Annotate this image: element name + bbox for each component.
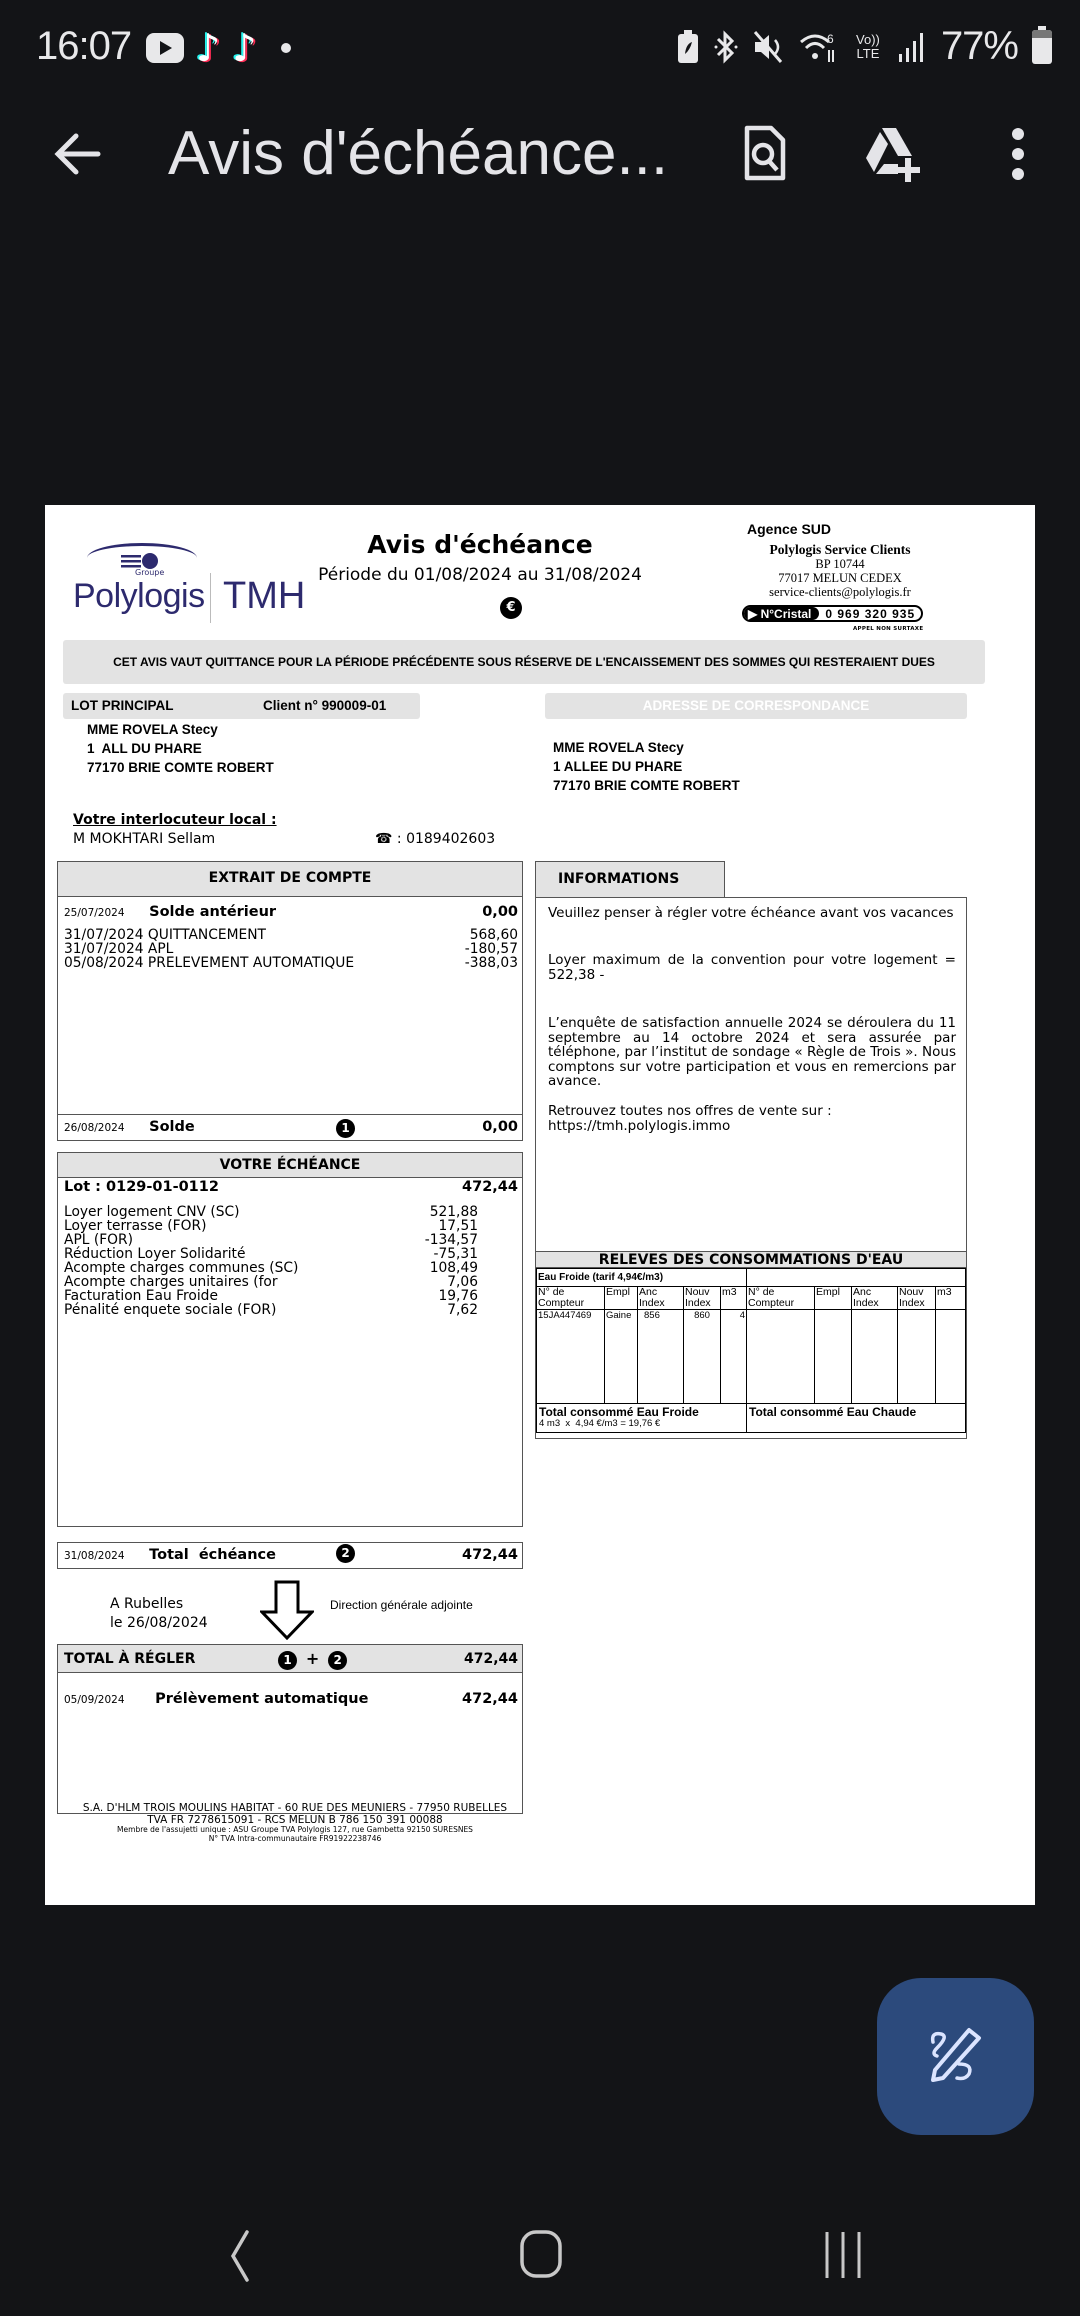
lot-row <box>64 1179 518 1195</box>
echeance-line: Réduction Loyer Solidarité -75,31 <box>64 1246 478 1262</box>
info-loyer-max: Loyer maximum de la convention pour votre logement = 522,38 - <box>548 952 956 983</box>
tiktok-icon: ♪ <box>196 26 221 70</box>
payment-label: Prélèvement automatique <box>155 1691 369 1707</box>
annotate-button[interactable] <box>877 1978 1034 2135</box>
eau-froide-label: Eau Froide (tarif 4,94€/m3) <box>537 1269 747 1287</box>
svg-text:6: 6 <box>826 31 834 46</box>
down-arrow-icon <box>260 1580 314 1640</box>
lot-name: MME ROVELA Stecy <box>87 722 218 737</box>
total-a-regler <box>57 1644 523 1814</box>
quittance-notice: CET AVIS VAUT QUITTANCE POUR LA PÉRIODE PRÉCÉDENTE SOUS RÉSERVE DE L'ENCAISSEMENT DES SOMMES QUI RESTERAIENT DUES <box>63 640 985 684</box>
total-echeance-date: 31/08/2024 <box>64 1550 125 1562</box>
markers-sum <box>278 1649 347 1670</box>
notice-period: Période du 01/08/2024 au 31/08/2024 <box>318 565 642 585</box>
extrait-lines <box>64 928 518 970</box>
echeance-line: Loyer terrasse (FOR) 17,51 <box>64 1218 478 1234</box>
cristal-number: 0 969 320 935 <box>825 606 916 621</box>
nav-back-icon[interactable] <box>203 2220 273 2290</box>
notification-icons <box>146 26 291 70</box>
lot-number: Lot : 0129-01-0112 <box>64 1179 219 1195</box>
marker-1: 1 <box>336 1119 355 1138</box>
document-footer <box>45 1802 545 1843</box>
lot-address <box>87 720 274 777</box>
solde-anterieur-row <box>64 904 518 920</box>
echeance-header: VOTRE ÉCHÉANCE <box>58 1153 522 1178</box>
interlocuteur-label: Votre interlocuteur local : <box>73 812 277 828</box>
payment-date: 05/09/2024 <box>64 1694 125 1706</box>
more-options-icon[interactable] <box>990 124 1046 184</box>
agence-email: service-clients@polylogis.fr <box>769 585 911 599</box>
marker-2: 2 <box>328 1651 347 1670</box>
info-enquete: L’enquête de satisfaction annuelle 2024 se déroulera du 11 septembre au 14 octobre 2024 et sera assurée par téléphone, par l’institut de sondage « Règle de Trois ». Nous comptons sur votre participation et vous en remercions par avance. <box>548 1015 956 1089</box>
eau-header-row: N° de Compteur Empl Anc Index Nouv Index m3 N° de Compteur Empl Anc Index Nouv Index m3 <box>537 1287 966 1310</box>
lot-street: 1 ALL DU PHARE <box>87 741 202 756</box>
signal-icon <box>897 30 927 64</box>
search-document-icon[interactable] <box>735 124 795 184</box>
footer-tva-intra: N° TVA Intra-communautaire FR91922238746 <box>208 1833 382 1843</box>
volte-lte-icon: Vo)) LTE <box>856 31 880 61</box>
correspondance-address <box>553 738 740 795</box>
logo-separator <box>210 573 211 623</box>
clock: 16:07 <box>36 24 132 68</box>
agence-city: 77017 MELUN CEDEX <box>778 571 902 585</box>
client-number: Client n° 990009-01 <box>263 698 387 713</box>
informations-box <box>535 897 967 1255</box>
agence-contact <box>735 543 945 599</box>
total-eau-chaude: Total consommé Eau Chaude <box>747 1404 966 1433</box>
tiktok-icon: ♪ <box>232 26 257 70</box>
lot-amount: 472,44 <box>462 1179 518 1195</box>
interlocuteur-name: M MOKHTARI Sellam <box>73 831 216 847</box>
extrait-de-compte <box>57 861 523 1141</box>
corr-street: 1 ALLEE DU PHARE <box>553 759 683 774</box>
lot-principal-bar <box>63 693 420 719</box>
interlocuteur-phone <box>375 831 495 847</box>
phone-number: : 0189402603 <box>396 831 496 847</box>
logo-groupe: Groupe <box>135 568 165 577</box>
youtube-icon <box>146 33 184 63</box>
bluetooth-icon <box>713 30 739 64</box>
plus-sign: + <box>305 1649 320 1668</box>
solde-amount: 0,00 <box>482 1119 518 1135</box>
corr-name: MME ROVELA Stecy <box>553 740 684 755</box>
system-icons <box>677 24 1052 69</box>
cristal-label: ▶ N°Cristal <box>744 607 819 620</box>
echeance-lines <box>64 1205 518 1317</box>
corr-city: 77170 BRIE COMTE ROBERT <box>553 778 740 793</box>
info-vacances: Veuillez penser à régler votre échéance avant vos vacances <box>548 905 954 921</box>
battery-icon <box>1032 30 1052 64</box>
agence-name: Agence SUD <box>747 521 832 537</box>
extrait-line: 31/07/2024 QUITTANCEMENT 568,60 <box>64 927 518 943</box>
extrait-line: 31/07/2024 APL -180,57 <box>64 941 518 957</box>
euro-icon: € <box>500 597 522 619</box>
eau-table <box>536 1268 966 1433</box>
app-bar <box>0 96 1080 212</box>
total-regler-amount: 472,44 <box>463 1651 518 1667</box>
navigation-bar <box>0 2180 1080 2316</box>
info-offres: Retrouvez toutes nos offres de vente sur : https://tmh.polylogis.immo <box>548 1104 956 1133</box>
document-title: Avis d'échéance... <box>168 119 669 188</box>
total-echeance-row <box>57 1542 523 1569</box>
footer-asu: Membre de l'assujetti unique : ASU Groupe TVA Polylogis 127, rue Gambetta 92150 SURESNES <box>117 1825 473 1834</box>
echeance-line: APL (FOR) -134,57 <box>64 1232 478 1248</box>
agence-bp: BP 10744 <box>815 557 865 571</box>
phone-icon: ☎ <box>375 831 393 847</box>
add-to-drive-icon[interactable] <box>862 124 922 184</box>
total-regler-label: TOTAL À RÉGLER <box>64 1651 196 1667</box>
logo-polylogis: Polylogis <box>73 577 205 615</box>
annotate-pen-icon <box>923 2024 987 2088</box>
solde-date: 26/08/2024 <box>64 1122 125 1134</box>
marker-1: 1 <box>278 1651 297 1670</box>
back-arrow-icon[interactable] <box>50 126 106 182</box>
solde-anterieur-label: Solde antérieur <box>149 904 277 920</box>
correspondance-bar: ADRESSE DE CORRESPONDANCE <box>545 693 967 719</box>
notice-title: Avis d'échéance <box>367 530 593 559</box>
footer-company: S.A. D'HLM TROIS MOULINS HABITAT - 60 RUE DES MEUNIERS - 77950 RUBELLES <box>82 1802 508 1814</box>
cristal-phone <box>742 605 923 622</box>
status-bar <box>0 0 1080 96</box>
releves-eau <box>535 1251 967 1439</box>
eau-totals-row <box>537 1404 966 1433</box>
payment-row <box>64 1691 518 1707</box>
total-eau-froide: Total consommé Eau Froide 4 m3 x 4,94 €/m3 = 19,76 € <box>537 1404 747 1433</box>
extrait-header: EXTRAIT DE COMPTE <box>58 862 522 897</box>
signature-direction: Direction générale adjointe <box>330 1598 473 1612</box>
footer-tva: TVA FR 7278615091 - RCS MELUN B 786 150 391 00088 <box>147 1814 443 1826</box>
battery-percent: 77% <box>940 24 1018 68</box>
cristal-note: APPEL NON SURTAXE <box>853 626 924 632</box>
solde-row <box>57 1114 523 1141</box>
echeance-line: Acompte charges communes (SC) 108,49 <box>64 1260 478 1276</box>
agence-service: Polylogis Service Clients <box>769 542 911 557</box>
document-page <box>45 505 1035 1905</box>
nav-recents-icon[interactable] <box>808 2220 878 2290</box>
informations-tab: INFORMATIONS <box>535 861 725 897</box>
logo-tmh: TMH <box>223 575 306 617</box>
more-notifications-dot <box>281 43 291 53</box>
votre-echeance <box>57 1152 523 1527</box>
signature-place <box>110 1595 208 1633</box>
solde-anterieur-date: 25/07/2024 <box>64 907 125 919</box>
total-regler-header <box>58 1645 522 1673</box>
extrait-line: 05/08/2024 PRELEVEMENT AUTOMATIQUE -388,03 <box>64 955 518 971</box>
wifi-6-icon <box>799 30 839 64</box>
mute-icon <box>753 30 785 64</box>
signature-city: A Rubelles <box>110 1596 184 1612</box>
lot-label: LOT PRINCIPAL <box>71 698 174 713</box>
echeance-line: Acompte charges unitaires (for 7,06 <box>64 1274 478 1290</box>
solde-anterieur-amount: 0,00 <box>482 904 518 920</box>
eau-chaude-label <box>747 1269 966 1287</box>
eau-title: RELEVES DES CONSOMMATIONS D'EAU <box>536 1252 966 1268</box>
echeance-line: Pénalité enquete sociale (FOR) 7,62 <box>64 1302 478 1318</box>
solde-label: Solde <box>149 1119 195 1135</box>
offres-link[interactable]: https://tmh.polylogis.immo <box>548 1117 731 1134</box>
signature-date: le 26/08/2024 <box>110 1615 208 1631</box>
payment-amount: 472,44 <box>462 1691 518 1707</box>
echeance-line: Loyer logement CNV (SC) 521,88 <box>64 1204 478 1220</box>
battery-saver-icon <box>677 30 699 64</box>
total-echeance-amount: 472,44 <box>462 1547 518 1563</box>
nav-home-icon[interactable] <box>506 2220 576 2290</box>
marker-2: 2 <box>336 1544 355 1563</box>
echeance-line: Facturation Eau Froide 19,76 <box>64 1288 478 1304</box>
total-echeance-label: Total échéance <box>149 1547 276 1563</box>
eau-data-row: 15JA447469 Gaine 856 860 4 <box>537 1310 966 1404</box>
lot-city: 77170 BRIE COMTE ROBERT <box>87 760 274 775</box>
